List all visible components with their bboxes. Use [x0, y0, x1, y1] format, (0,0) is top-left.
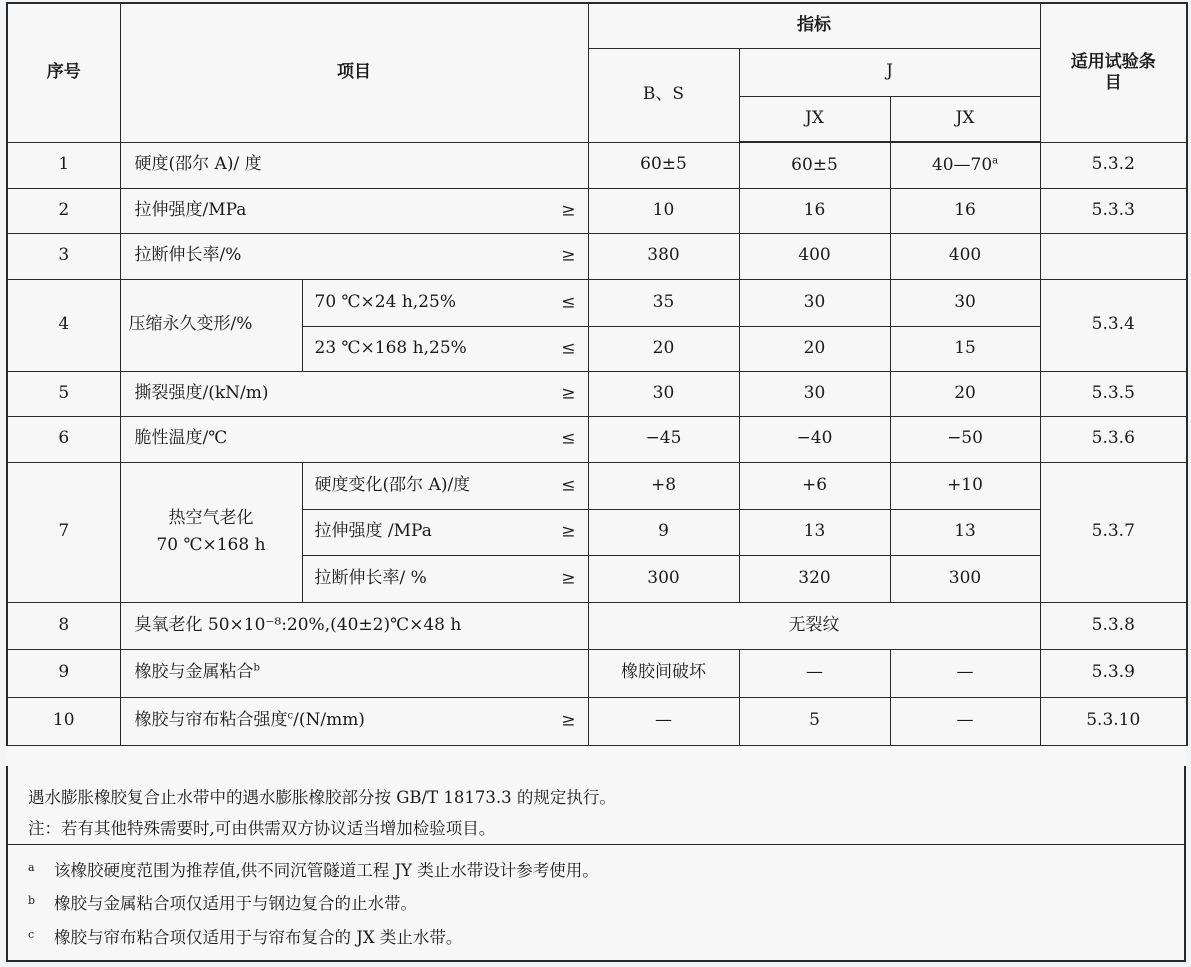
header-jx-2: JX	[890, 96, 1040, 142]
clause-ref: 5.3.7	[1040, 462, 1187, 602]
footnote-ref-b: b	[253, 662, 260, 674]
table-row	[7, 602, 1187, 649]
clause-ref	[1040, 233, 1187, 279]
table-row	[7, 371, 1187, 416]
value-jx-2: 300	[890, 555, 1040, 602]
notes-divider	[8, 844, 1184, 845]
value-bs: 300	[588, 555, 739, 602]
spec-sheet	[6, 2, 1186, 962]
header-seq: 序号	[7, 3, 120, 142]
value-jx-2: −50	[890, 416, 1040, 462]
value-jx-2: 400	[890, 233, 1040, 279]
value-jx-2: 16	[890, 188, 1040, 233]
physical-properties-table	[6, 2, 1188, 746]
clause-ref: 5.3.10	[1040, 697, 1187, 745]
value-bs: +8	[588, 462, 739, 509]
clause-ref: 5.3.9	[1040, 649, 1187, 697]
item-label	[120, 462, 302, 602]
row-number: 2	[7, 188, 120, 233]
row-number: 6	[7, 416, 120, 462]
value-bs: 60±5	[588, 142, 739, 188]
footnote-a: a 该橡胶硬度范围为推荐值,供不同沉管隧道工程 JY 类止水带设计参考使用。	[28, 861, 599, 880]
value-bs: −45	[588, 416, 739, 462]
value-jx-2: 20	[890, 371, 1040, 416]
value-bs: —	[588, 697, 739, 745]
comparison-sign: ≤	[561, 291, 576, 312]
footnote-mark-b: b	[28, 894, 36, 907]
value-jx-1: —	[739, 649, 890, 697]
footnote-c: c 橡胶与帘布粘合项仅适用于与帘布复合的 JX 类止水带。	[28, 928, 463, 947]
row-number: 7	[7, 462, 120, 602]
value-jx-1: 20	[739, 326, 890, 371]
value-jx-1: 16	[739, 188, 890, 233]
comparison-sign: ≤	[561, 337, 576, 358]
value-bs: 10	[588, 188, 739, 233]
item-label: 橡胶与金属粘合$^b$	[120, 649, 588, 697]
header-index: 指标	[588, 3, 1040, 48]
comparison-sign: ≥	[561, 567, 576, 588]
table-row	[7, 233, 1187, 279]
footnote-mark-a: a	[28, 861, 35, 874]
item-label-line-2: 70 ℃×168 h	[156, 535, 266, 555]
value-jx-1: 30	[739, 371, 890, 416]
condition-label: 硬度变化(邵尔 A)/度 ≤	[302, 462, 588, 509]
item-label: 撕裂强度/(kN/m) ≥	[120, 371, 588, 416]
value-jx-1: +6	[739, 462, 890, 509]
value-jx-2: 40—70$^a$	[890, 142, 1040, 188]
value-jx-1: 5	[739, 697, 890, 745]
header-clause: 适用试验条目	[1040, 3, 1187, 142]
value-jx-2: 30	[890, 279, 1040, 326]
note-standard-reference: 遇水膨胀橡胶复合止水带中的遇水膨胀橡胶部分按 GB/T 18173.3 的规定执行。	[28, 788, 616, 807]
row-number: 1	[7, 142, 120, 188]
item-label: 拉伸强度/MPa ≥	[120, 188, 588, 233]
value-bs: 9	[588, 509, 739, 555]
header-bs: B、S	[588, 48, 739, 142]
row-number: 10	[7, 697, 120, 745]
condition-label: 拉断伸长率/ % ≥	[302, 555, 588, 602]
row-number: 3	[7, 233, 120, 279]
condition-label: 拉伸强度 /MPa ≥	[302, 509, 588, 555]
header-j: J	[739, 48, 1040, 96]
table-row	[7, 697, 1187, 745]
clause-ref: 5.3.5	[1040, 371, 1187, 416]
value-jx-1: 320	[739, 555, 890, 602]
table-row	[7, 142, 1187, 188]
clause-ref: 5.3.8	[1040, 602, 1187, 649]
row-number: 5	[7, 371, 120, 416]
row-number: 4	[7, 279, 120, 371]
header-jx-1: JX	[739, 96, 890, 142]
value-jx-1: 13	[739, 509, 890, 555]
table-row	[7, 188, 1187, 233]
value-bs: 380	[588, 233, 739, 279]
condition-label: 70 ℃×24 h,25% ≤	[302, 279, 588, 326]
condition-label: 23 ℃×168 h,25% ≤	[302, 326, 588, 371]
value-bs: 30	[588, 371, 739, 416]
value-jx-2: 15	[890, 326, 1040, 371]
value-bs: 20	[588, 326, 739, 371]
item-label: 橡胶与帘布粘合强度$^c$/(N/mm) ≥	[120, 697, 588, 745]
clause-ref: 5.3.6	[1040, 416, 1187, 462]
row-number: 9	[7, 649, 120, 697]
value-jx-2: 13	[890, 509, 1040, 555]
comparison-sign: ≤	[561, 474, 576, 495]
item-label: 脆性温度/℃ ≤	[120, 416, 588, 462]
table-row	[7, 279, 1187, 326]
comparison-sign: ≥	[561, 245, 576, 266]
comparison-sign: ≥	[561, 710, 576, 731]
footnote-mark-c: c	[28, 928, 35, 941]
item-label: 拉断伸长率/% ≥	[120, 233, 588, 279]
table-row	[7, 416, 1187, 462]
clause-ref: 5.3.2	[1040, 142, 1187, 188]
footnote-ref-a: a	[992, 154, 999, 166]
comparison-sign: ≥	[561, 382, 576, 403]
item-label: 臭氧老化 50×10⁻⁸:20%,(40±2)℃×48 h	[120, 602, 588, 649]
footnote-ref-c: c	[287, 710, 294, 722]
table-row	[7, 649, 1187, 697]
comparison-sign: ≤	[561, 428, 576, 449]
header-item: 项目	[120, 3, 588, 142]
row-number: 8	[7, 602, 120, 649]
clause-ref: 5.3.3	[1040, 188, 1187, 233]
value-jx-2: +10	[890, 462, 1040, 509]
table-row	[7, 462, 1187, 509]
value-jx-2: —	[890, 649, 1040, 697]
comparison-sign: ≥	[561, 199, 576, 220]
value-bs: 35	[588, 279, 739, 326]
value-bs: 橡胶间破坏	[588, 649, 739, 697]
item-label-line-1: 热空气老化	[168, 507, 254, 528]
notes-block	[6, 766, 1186, 962]
value-jx-1: 60±5	[739, 142, 890, 188]
value-jx-1: 30	[739, 279, 890, 326]
value-jx-2: —	[890, 697, 1040, 745]
item-label: 硬度(邵尔 A)/ 度	[120, 142, 588, 188]
item-label: 压缩永久变形/%	[120, 279, 302, 371]
note-remark: 注：若有其他特殊需要时,可由供需双方协议适当增加检验项目。	[28, 819, 496, 838]
clause-ref: 5.3.4	[1040, 279, 1187, 371]
value-jx-1: −40	[739, 416, 890, 462]
comparison-sign: ≥	[561, 521, 576, 542]
value-jx-1: 400	[739, 233, 890, 279]
value-merged: 无裂纹	[588, 602, 1040, 649]
footnote-b: b 橡胶与金属粘合项仅适用于与钢边复合的止水带。	[28, 894, 417, 913]
